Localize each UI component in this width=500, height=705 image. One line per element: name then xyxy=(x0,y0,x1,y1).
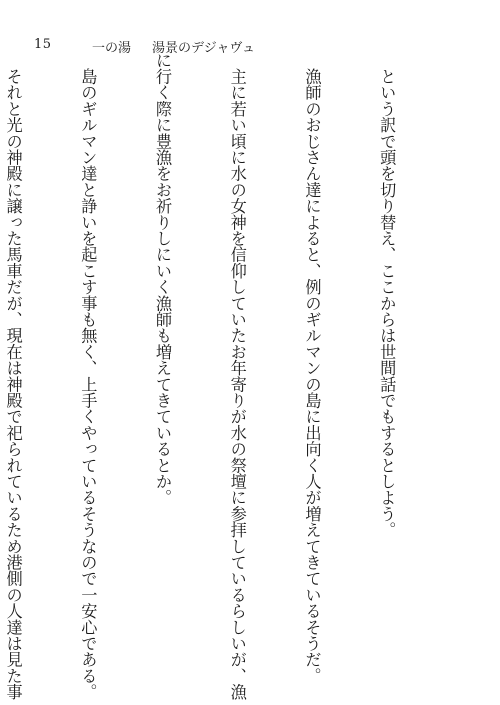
page-number: 15 xyxy=(34,37,52,52)
text-line: それと光の神殿に譲った馬車だが、現在は神殿で祀られているため港側の人達は見た事 xyxy=(3,52,23,700)
text-line: という訳で頭を切り替え、ここからは世間話でもするとしよう。 xyxy=(377,52,397,538)
body-text xyxy=(3,52,448,700)
text-line: 主に若い頃に水の女神を信仰していたお年寄りが水の祭壇に参拝しているらしいが、漁 xyxy=(227,52,247,700)
chapter-title: 一の湯 xyxy=(92,41,132,56)
running-header xyxy=(0,0,500,60)
text-line: 漁師のおじさん達によると、例のギルマンの島に出向く人が増えてきているそうだ。 xyxy=(302,52,322,684)
text-line: に行く際に豊漁をお祈りしにいく漁師も増えてきているとか。 xyxy=(153,52,173,506)
section-title: 湯景のデジャヴュ xyxy=(152,41,255,56)
text-line: 島のギルマン達と諍いを起こす事も無く、上手くやっているそうなので一安心である。 xyxy=(78,52,98,700)
